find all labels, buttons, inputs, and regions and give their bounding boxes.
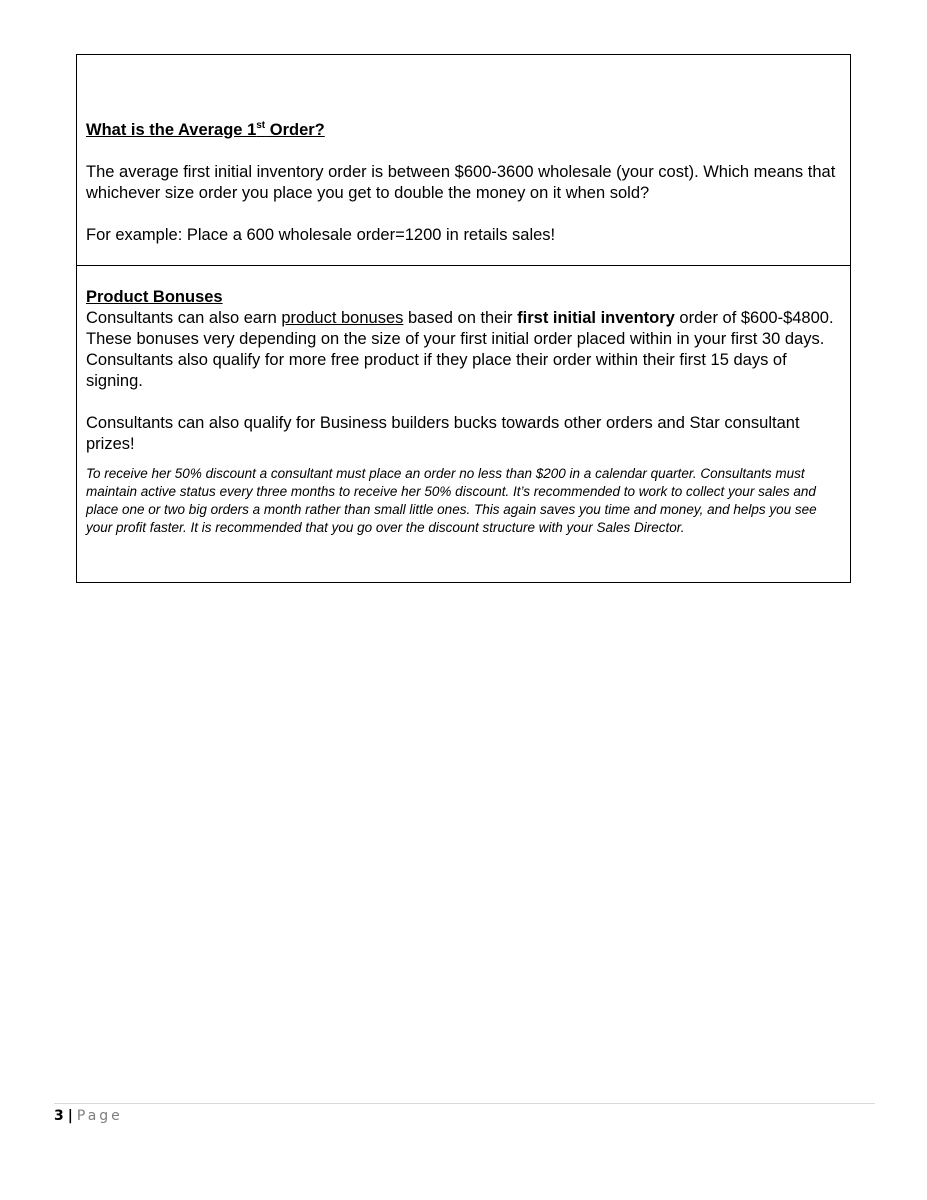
average-order-section bbox=[86, 120, 842, 246]
table-divider bbox=[77, 265, 850, 266]
page-footer bbox=[54, 1106, 123, 1126]
page-label: Page bbox=[76, 1108, 123, 1124]
footer-separator: | bbox=[67, 1108, 73, 1124]
example-paragraph: For example: Place a 600 wholesale order=1200 in retails sales! bbox=[86, 226, 556, 244]
heading-text-end: Order? bbox=[265, 121, 325, 139]
business-builders-paragraph: Consultants can also qualify for Business builders bucks towards other orders and Star consultant prizes! bbox=[86, 414, 800, 453]
footer-rule bbox=[54, 1103, 875, 1104]
content-table bbox=[76, 54, 851, 583]
first-initial-inventory-bold: first initial inventory bbox=[517, 309, 675, 327]
heading-text-start: What is the Average 1 bbox=[86, 121, 257, 139]
discount-note: To receive her 50% discount a consultant must place an order no less than $200 in a calendar quarter. Consultants must maintain active status every three months to receive her 50% discount. It’s recommended to work to collect your sales and place one or two big orders a month rather than small little ones. This again saves you time and money, and helps you see your profit faster. It is recommended that you go over the discount structure with your Sales Director. bbox=[86, 466, 817, 535]
bonus-text-a: Consultants can also earn bbox=[86, 309, 282, 327]
average-order-heading bbox=[86, 120, 842, 141]
page-number: 3 bbox=[54, 1108, 64, 1124]
average-order-paragraph: The average first initial inventory order is between $600-3600 wholesale (your cost). Which means that whichever size order you place you get to double the money on it when sold? bbox=[86, 163, 836, 202]
bonus-text-c: order of $600-$4800. These bonuses very depending on the size of your first initial order placed within in your first 30 days. Consultants also qualify for more free product if they place their order within their first 15 days of signing. bbox=[86, 309, 834, 390]
product-bonuses-underlined: product bonuses bbox=[281, 309, 404, 327]
product-bonuses-section bbox=[86, 287, 842, 537]
product-bonuses-heading: Product Bonuses bbox=[86, 288, 223, 306]
bonus-text-b: based on their bbox=[403, 309, 518, 327]
heading-superscript: st bbox=[256, 120, 266, 131]
product-bonuses-paragraph bbox=[86, 308, 842, 392]
